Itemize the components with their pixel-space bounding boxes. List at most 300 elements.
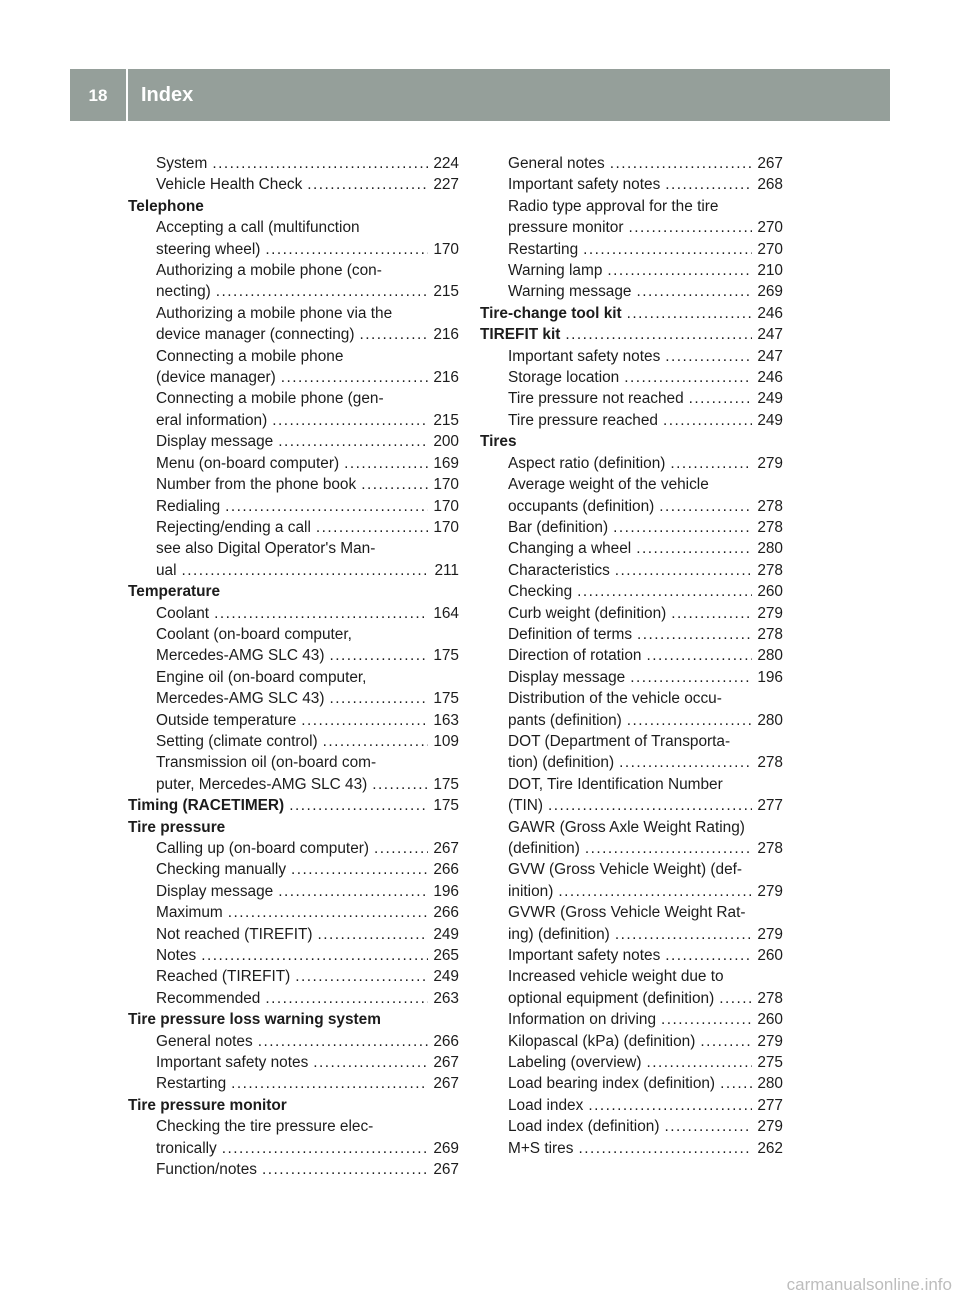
index-subentry: [128, 410, 459, 431]
entry-text: steering wheel): [156, 240, 261, 258]
page-reference: 227: [433, 176, 459, 194]
page-reference: 169: [433, 454, 459, 472]
dot-leader: [374, 838, 428, 859]
index-subentry-line: Transmission oil (on-board com-: [156, 754, 377, 772]
dot-leader: [664, 1116, 752, 1137]
page-reference: 247: [757, 326, 783, 344]
dot-leader: [646, 1052, 752, 1073]
index-subentry: [128, 924, 459, 945]
index-subentry: [128, 496, 459, 517]
page-reference: 260: [757, 947, 783, 965]
page-reference: 216: [433, 326, 459, 344]
page-title: Index: [141, 84, 194, 106]
page-reference: 175: [433, 775, 459, 793]
index-subentry: [480, 367, 783, 388]
page-reference: 170: [433, 497, 459, 515]
index-subentry: [480, 924, 783, 945]
page-reference: 200: [433, 433, 459, 451]
dot-leader: [615, 560, 753, 581]
page-reference: 164: [433, 604, 459, 622]
entry-text: necting): [156, 283, 211, 301]
entry-text: (TIN): [508, 797, 544, 815]
page-reference: 247: [757, 347, 783, 365]
index-heading: Temperature: [128, 583, 221, 601]
entry-text: Important safety notes: [508, 347, 661, 365]
entry-text: Outside temperature: [156, 711, 297, 729]
entry-text: Redialing: [156, 497, 221, 515]
page-reference: 249: [757, 390, 783, 408]
page-reference: 196: [433, 882, 459, 900]
entry-text: device manager (connecting): [156, 326, 355, 344]
index-subentry: [480, 281, 783, 302]
dot-leader: [719, 988, 752, 1009]
index-subentry: [128, 731, 459, 752]
index-subentry: [128, 710, 459, 731]
index-subentry: [480, 453, 783, 474]
index-subentry: [480, 1073, 783, 1094]
index-subentry: [480, 881, 783, 902]
entry-text: tion) (definition): [508, 754, 615, 772]
dot-leader: [330, 688, 429, 709]
index-subentry: [480, 174, 783, 195]
entry-text: Curb weight (definition): [508, 604, 667, 622]
index-subentry: [480, 645, 783, 666]
index-subentry: [480, 388, 783, 409]
dot-leader: [281, 367, 429, 388]
index-subentry: [128, 517, 459, 538]
entry-text: Load bearing index (definition): [508, 1075, 716, 1093]
dot-leader: [665, 945, 752, 966]
index-heading: Tires: [480, 433, 517, 451]
entry-text: Function/notes: [156, 1161, 257, 1179]
page-reference: 268: [757, 176, 783, 194]
dot-leader: [231, 1073, 428, 1094]
dot-leader: [344, 453, 428, 474]
index-subentry: [128, 453, 459, 474]
index-subentry: [128, 239, 459, 260]
index-heading: Tire pressure: [128, 818, 226, 836]
entry-text: Display message: [156, 882, 274, 900]
index-subentry-line: Radio type approval for the tire: [508, 197, 719, 215]
page-reference: 278: [757, 518, 783, 536]
page-reference: 215: [433, 411, 459, 429]
dot-leader: [225, 496, 428, 517]
entry-text: Load index (definition): [508, 1118, 660, 1136]
page-reference: 196: [757, 668, 783, 686]
index-subentry-line: Increased vehicle weight due to: [508, 968, 724, 986]
dot-leader: [661, 1009, 752, 1030]
page-reference: 278: [757, 625, 783, 643]
page-reference: 224: [433, 155, 459, 172]
index-heading: Tire pressure monitor: [128, 1096, 287, 1114]
entry-text: Storage location: [508, 369, 620, 387]
index-subentry: [128, 688, 459, 709]
index-subentry: [480, 581, 783, 602]
index-subentry: [480, 838, 783, 859]
dot-leader: [646, 645, 752, 666]
entry-text: Recommended: [156, 989, 261, 1007]
page-reference: 211: [434, 561, 459, 579]
dot-leader: [636, 281, 752, 302]
index-subentry: [480, 667, 783, 688]
dot-leader: [588, 1095, 752, 1116]
entry-text: pressure monitor: [508, 219, 624, 237]
index-subentry: [480, 603, 783, 624]
entry-text: Display message: [508, 668, 626, 686]
entry-text: optional equipment (definition): [508, 989, 715, 1007]
entry-text: Reached (TIREFIT): [156, 968, 291, 986]
dot-leader: [689, 388, 753, 409]
page-reference: 249: [433, 925, 459, 943]
page-reference: 170: [433, 240, 459, 258]
index-subentry: [128, 281, 459, 302]
page-reference: 269: [757, 283, 783, 301]
page-reference: 215: [433, 283, 459, 301]
page-reference: 267: [433, 1054, 459, 1072]
index-subentry: [128, 324, 459, 345]
page-reference: 279: [757, 1118, 783, 1136]
page-reference: 262: [757, 1139, 783, 1157]
entry-text: Warning lamp: [508, 262, 603, 280]
entry-text: Number from the phone book: [156, 476, 357, 494]
entry-text: Display message: [156, 433, 274, 451]
index-subentry-line: Connecting a mobile phone: [156, 347, 344, 365]
page-reference: 279: [757, 604, 783, 622]
page-reference: 279: [757, 925, 783, 943]
page-reference: 175: [433, 797, 459, 815]
dot-leader: [258, 1031, 429, 1052]
index-column-left: [128, 153, 459, 1181]
index-heading-entry: [128, 795, 459, 816]
page-reference: 210: [757, 262, 783, 280]
index-subentry-line: Coolant (on-board computer,: [156, 625, 352, 643]
entry-text: Mercedes-AMG SLC 43): [156, 690, 325, 708]
dot-leader: [619, 752, 752, 773]
dot-leader: [630, 667, 752, 688]
index-subentry-line: Accepting a call (multifunction: [156, 219, 360, 237]
index-subentry: [128, 859, 459, 880]
page-reference: 109: [433, 732, 459, 750]
index-subentry-line: Engine oil (on-board computer,: [156, 668, 367, 686]
dot-leader: [318, 924, 429, 945]
index-subentry-line: Authorizing a mobile phone (con-: [156, 262, 382, 280]
index-heading: Tire pressure loss warning system: [128, 1011, 381, 1029]
page-reference: 278: [757, 989, 783, 1007]
dot-leader: [262, 1159, 428, 1180]
index-subentry-line: Authorizing a mobile phone via the: [156, 304, 393, 322]
dot-leader: [228, 902, 429, 923]
page-reference: 246: [757, 369, 783, 387]
page-reference: 267: [757, 155, 783, 172]
index-subentry: [480, 496, 783, 517]
index-subentry-line: DOT, Tire Identification Number: [508, 775, 723, 793]
dot-leader: [313, 1052, 428, 1073]
entry-text: Tire pressure not reached: [508, 390, 684, 408]
dot-leader: [700, 1031, 752, 1052]
index-subentry: [480, 1116, 783, 1137]
dot-leader: [665, 346, 752, 367]
index-subentry: [128, 645, 459, 666]
dot-leader: [610, 153, 753, 174]
page-reference: 267: [433, 1075, 459, 1093]
index-subentry: [480, 624, 783, 645]
dot-leader: [720, 1073, 752, 1094]
dot-leader: [665, 174, 752, 195]
dot-leader: [359, 324, 428, 345]
page-reference: 269: [433, 1139, 459, 1157]
dot-leader: [301, 710, 428, 731]
entry-text: Definition of terms: [508, 625, 633, 643]
dot-leader: [265, 239, 428, 260]
dot-leader: [558, 881, 752, 902]
page-reference: 280: [757, 647, 783, 665]
page-reference: 280: [757, 711, 783, 729]
dot-leader: [615, 924, 753, 945]
entry-text: Changing a wheel: [508, 540, 632, 558]
page-reference: 277: [757, 1096, 783, 1114]
page-reference: 279: [757, 1032, 783, 1050]
entry-text: Important safety notes: [508, 176, 661, 194]
index-subentry: [128, 1073, 459, 1094]
index-subentry: [128, 431, 459, 452]
index-subentry: [128, 1138, 459, 1159]
dot-leader: [201, 945, 428, 966]
index-subentry: [480, 517, 783, 538]
page-reference: 278: [757, 561, 783, 579]
index-subentry: [480, 1009, 783, 1030]
index-subentry: [128, 966, 459, 987]
index-subentry: [480, 945, 783, 966]
dot-leader: [295, 966, 428, 987]
dot-leader: [607, 260, 752, 281]
page-reference: 260: [757, 583, 783, 601]
entry-text: Timing (RACETIMER): [128, 797, 285, 815]
page-reference: 267: [433, 840, 459, 857]
index-subentry: [128, 174, 459, 195]
page-header: [70, 69, 890, 121]
page-reference: 170: [433, 518, 459, 536]
dot-leader: [624, 367, 752, 388]
entry-text: Labeling (overview): [508, 1054, 642, 1072]
entry-text: TIREFIT kit: [480, 326, 561, 344]
entry-text: Load index: [508, 1096, 584, 1114]
dot-leader: [627, 710, 753, 731]
index-subentry: [480, 217, 783, 238]
entry-text: eral information): [156, 411, 268, 429]
entry-text: M+S tires: [508, 1139, 574, 1157]
index-subentry: [480, 260, 783, 281]
page-reference: 267: [433, 1161, 459, 1179]
entry-text: ing) (definition): [508, 925, 610, 943]
entry-text: Setting (climate control): [156, 732, 318, 750]
index-subentry-line: GVW (Gross Vehicle Weight) (def-: [508, 861, 743, 879]
dot-leader: [307, 174, 428, 195]
entry-text: Aspect ratio (definition): [508, 454, 666, 472]
entry-text: Tire pressure reached: [508, 411, 658, 429]
index-subentry: [480, 710, 783, 731]
dot-leader: [272, 410, 428, 431]
page-reference: 216: [433, 369, 459, 387]
dot-leader: [316, 517, 428, 538]
dot-leader: [361, 474, 428, 495]
index-subentry: [128, 774, 459, 795]
index-subentry: [480, 988, 783, 1009]
page-reference: 249: [433, 968, 459, 986]
page-reference: 278: [757, 840, 783, 857]
page-reference: 170: [433, 476, 459, 494]
index-subentry-line: Checking the tire pressure elec-: [156, 1118, 374, 1136]
index-subentry: [480, 153, 783, 174]
entry-text: (device manager): [156, 369, 276, 387]
dot-leader: [182, 560, 430, 581]
entry-text: Kilopascal (kPa) (definition): [508, 1032, 696, 1050]
dot-leader: [637, 624, 752, 645]
index-subentry: [480, 346, 783, 367]
page-reference: 279: [757, 882, 783, 900]
page-reference: 278: [757, 497, 783, 515]
page-reference: 266: [433, 861, 459, 879]
dot-leader: [214, 603, 428, 624]
entry-text: Coolant: [156, 604, 210, 622]
entry-text: puter, Mercedes-AMG SLC 43): [156, 775, 368, 793]
dot-leader: [278, 881, 428, 902]
index-subentry: [128, 367, 459, 388]
dot-leader: [628, 217, 752, 238]
page-reference: 175: [433, 690, 459, 708]
dot-leader: [330, 645, 429, 666]
page-reference: 277: [757, 797, 783, 815]
page-reference: 249: [757, 411, 783, 429]
entry-text: Not reached (TIREFIT): [156, 925, 313, 943]
entry-text: (definition): [508, 840, 580, 857]
entry-text: Mercedes-AMG SLC 43): [156, 647, 325, 665]
entry-text: Maximum: [156, 904, 223, 922]
dot-leader: [291, 859, 428, 880]
index-subentry: [480, 538, 783, 559]
dot-leader: [583, 239, 752, 260]
index-heading: Telephone: [128, 197, 204, 215]
index-subentry: [128, 603, 459, 624]
page-reference: 265: [433, 947, 459, 965]
entry-text: Important safety notes: [508, 947, 661, 965]
entry-text: Information on driving: [508, 1011, 656, 1029]
index-subentry-line: Distribution of the vehicle occu-: [508, 690, 722, 708]
entry-text: General notes: [508, 155, 605, 172]
entry-text: pants (definition): [508, 711, 622, 729]
entry-text: Warning message: [508, 283, 632, 301]
page-reference: 266: [433, 1032, 459, 1050]
index-subentry: [128, 838, 459, 859]
index-subentry-line: see also Digital Operator's Man-: [156, 540, 376, 558]
index-heading-entry: [480, 303, 783, 324]
dot-leader: [671, 603, 752, 624]
index-subentry: [480, 239, 783, 260]
index-subentry: [128, 474, 459, 495]
index-column-right: [480, 153, 783, 1159]
dot-leader: [323, 731, 429, 752]
entry-text: Important safety notes: [156, 1054, 309, 1072]
index-subentry: [480, 752, 783, 773]
entry-text: Characteristics: [508, 561, 610, 579]
page-reference: 163: [433, 711, 459, 729]
dot-leader: [548, 795, 752, 816]
entry-text: Restarting: [508, 240, 579, 258]
entry-text: Notes: [156, 947, 197, 965]
index-subentry: [128, 902, 459, 923]
page-reference: 279: [757, 454, 783, 472]
index-subentry: [128, 560, 459, 581]
dot-leader: [212, 153, 428, 174]
page-reference: 246: [757, 304, 783, 322]
page-number: 18: [88, 86, 108, 105]
index-subentry-line: Average weight of the vehicle: [508, 476, 709, 494]
dot-leader: [663, 410, 752, 431]
dot-leader: [670, 453, 752, 474]
index-subentry: [128, 153, 459, 174]
page-reference: 278: [757, 754, 783, 772]
index-subentry: [480, 1138, 783, 1159]
index-subentry: [480, 560, 783, 581]
page-reference: 260: [757, 1011, 783, 1029]
header-divider: [126, 69, 128, 121]
page-reference: 280: [757, 540, 783, 558]
entry-text: tronically: [156, 1139, 217, 1157]
index-subentry: [480, 795, 783, 816]
dot-leader: [627, 303, 753, 324]
entry-text: Checking manually: [156, 861, 287, 879]
index-subentry: [128, 1159, 459, 1180]
index-subentry-line: DOT (Department of Transporta-: [508, 732, 731, 750]
dot-leader: [585, 838, 752, 859]
dot-leader: [278, 431, 428, 452]
index-subentry: [480, 1052, 783, 1073]
page-reference: 275: [757, 1054, 783, 1072]
page-reference: 280: [757, 1075, 783, 1093]
entry-text: Vehicle Health Check: [156, 176, 303, 194]
index-subentry: [480, 1031, 783, 1052]
index-subentry-line: Connecting a mobile phone (gen-: [156, 390, 384, 408]
index-subentry: [480, 1095, 783, 1116]
index-subentry: [128, 881, 459, 902]
index-subentry-line: GVWR (Gross Vehicle Weight Rat-: [508, 904, 746, 922]
entry-text: Bar (definition): [508, 518, 609, 536]
dot-leader: [636, 538, 752, 559]
dot-leader: [289, 795, 428, 816]
index-subentry: [128, 1031, 459, 1052]
dot-leader: [265, 988, 428, 1009]
index-heading-entry: [480, 324, 783, 345]
dot-leader: [222, 1138, 429, 1159]
dot-leader: [372, 774, 428, 795]
entry-text: General notes: [156, 1032, 253, 1050]
dot-leader: [565, 324, 752, 345]
index-subentry: [128, 988, 459, 1009]
entry-text: occupants (definition): [508, 497, 655, 515]
entry-text: Rejecting/ending a call: [156, 518, 311, 536]
page-reference: 270: [757, 219, 783, 237]
entry-text: inition): [508, 882, 554, 900]
entry-text: System: [156, 155, 208, 172]
page-reference: 266: [433, 904, 459, 922]
entry-text: Calling up (on-board computer): [156, 840, 370, 857]
index-subentry: [128, 1052, 459, 1073]
entry-text: Menu (on-board computer): [156, 454, 340, 472]
page-reference: 270: [757, 240, 783, 258]
entry-text: ual: [156, 561, 177, 579]
page-reference: 175: [433, 647, 459, 665]
dot-leader: [659, 496, 752, 517]
page-reference: 263: [433, 989, 459, 1007]
